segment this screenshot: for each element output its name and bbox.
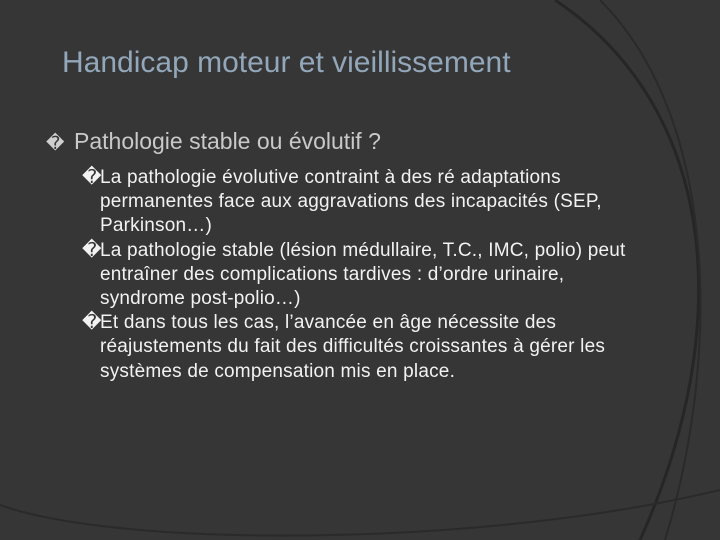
bullet-glyph: � — [46, 133, 65, 153]
slide-title: Handicap moteur et vieillissement — [62, 46, 511, 79]
bullet-item — [82, 311, 642, 384]
bullet-item — [82, 166, 642, 239]
bullet-glyph: � — [82, 167, 102, 188]
bullet-text: La pathologie évolutive contraint à des ré adaptations permanentes face aux aggravations des incapacités (SEP, Parkinson…) — [100, 167, 602, 237]
background-arc — [0, 490, 720, 536]
bullet-item — [82, 239, 642, 312]
bullet-text: Et dans tous les cas, l’avancée en âge nécessite des réajustements du fait des difficultés croissantes à gérer les systèmes de compensation mis en place. — [100, 312, 606, 382]
bullet-text: La pathologie stable (lésion médullaire, T.C., IMC, polio) peut entraîner des complications tardives : d’ordre urinaire, syndrome post-polio…) — [100, 239, 626, 310]
level1-text: Pathologie stable ou évolutif ? — [74, 128, 381, 154]
bullet-list — [82, 166, 642, 384]
bullet-glyph: � — [82, 312, 102, 334]
bullet-glyph: � — [82, 239, 102, 261]
level1-bullet-item — [46, 128, 381, 155]
